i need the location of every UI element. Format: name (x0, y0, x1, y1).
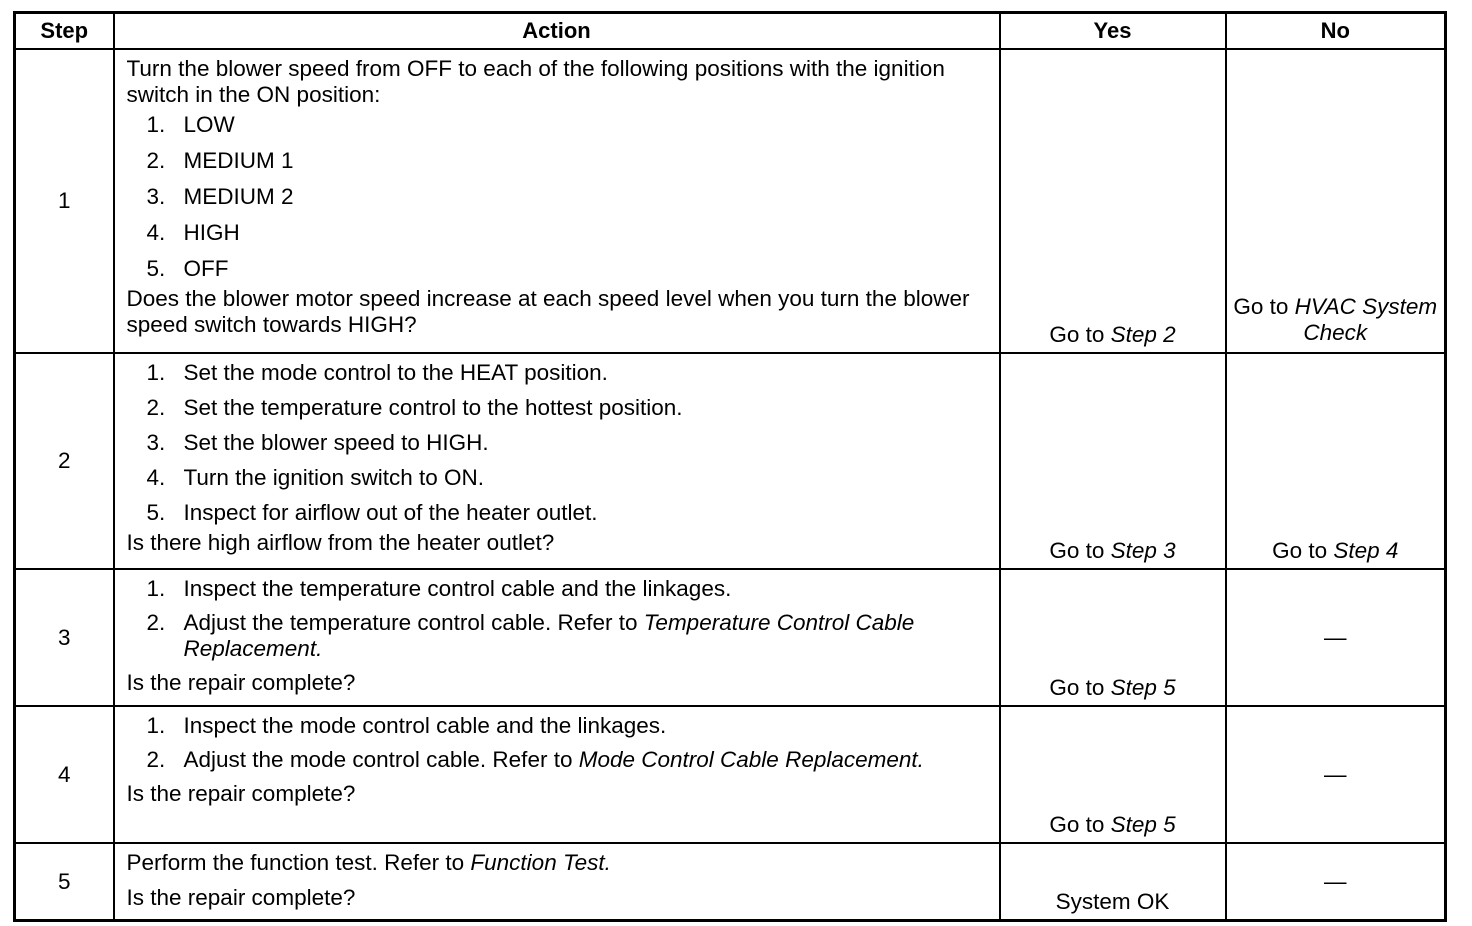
step-number: 3 (15, 569, 114, 706)
table-row (15, 843, 1446, 921)
table-row (15, 569, 1446, 706)
step-link[interactable]: Step 5 (1110, 675, 1176, 700)
yes-cell: Go to Step 5 (1000, 569, 1226, 706)
list-item: 2. Set the temperature control to the hottest position. (146, 395, 683, 420)
step-link[interactable]: Step 4 (1333, 538, 1399, 563)
action-cell (114, 843, 1000, 921)
list-item: 4. HIGH (146, 220, 240, 245)
action-list (127, 360, 987, 526)
action-cell (114, 569, 1000, 706)
reference-link[interactable]: Function Test. (470, 850, 611, 875)
step-number: 5 (15, 843, 114, 921)
reference-link[interactable]: Temperature Control Cable Replacement. (183, 610, 915, 661)
action-question: Is the repair complete? (126, 670, 356, 695)
list-item: 1. LOW (146, 112, 235, 137)
action-list (127, 576, 987, 662)
step-link[interactable]: Step 5 (1110, 812, 1176, 837)
action-question: Does the blower motor speed increase at each speed level when you turn the blower speed switch towards HIGH? (126, 286, 970, 337)
header-step: Step (15, 13, 114, 50)
diagnostic-table (13, 11, 1447, 922)
list-item: 2. MEDIUM 1 (146, 148, 294, 173)
header-yes: Yes (1000, 13, 1226, 50)
no-cell: — (1226, 569, 1446, 706)
list-item: 5. Inspect for airflow out of the heater outlet. (146, 500, 598, 525)
no-cell: Go to HVAC System Check (1226, 49, 1446, 353)
list-item: 4. Turn the ignition switch to ON. (146, 465, 485, 490)
table-row (15, 706, 1446, 843)
list-item: 1. Inspect the mode control cable and the linkages. (146, 713, 667, 738)
action-cell (114, 353, 1000, 569)
action-list (127, 713, 987, 773)
action-question: Is there high airflow from the heater outlet? (126, 530, 555, 555)
step-number: 1 (15, 49, 114, 353)
step-link[interactable]: Step 3 (1110, 538, 1176, 563)
action-question: Is the repair complete? (126, 885, 356, 910)
list-item: 3. MEDIUM 2 (146, 184, 294, 209)
hvac-check-link[interactable]: HVAC System Check (1294, 294, 1438, 345)
list-item: 3. Set the blower speed to HIGH. (146, 430, 489, 455)
table-row (15, 49, 1446, 353)
header-no: No (1226, 13, 1446, 50)
step-link[interactable]: Step 2 (1110, 322, 1176, 347)
step-number: 4 (15, 706, 114, 843)
header-action: Action (114, 13, 1000, 50)
no-cell: Go to Step 4 (1226, 353, 1446, 569)
list-item: 1. Inspect the temperature control cable and the linkages. (146, 576, 732, 601)
no-cell: — (1226, 843, 1446, 921)
action-list (127, 112, 987, 282)
action-cell (114, 49, 1000, 353)
list-item: 1. Set the mode control to the HEAT position. (146, 360, 608, 385)
header-row (15, 13, 1446, 50)
no-cell: — (1226, 706, 1446, 843)
action-question: Is the repair complete? (126, 781, 356, 806)
yes-cell: Go to Step 2 (1000, 49, 1226, 353)
list-item: 2. Adjust the temperature control cable. Refer to Temperature Control Cable Replacement. (146, 610, 915, 661)
yes-cell: Go to Step 3 (1000, 353, 1226, 569)
table-row (15, 353, 1446, 569)
yes-cell: System OK (1000, 843, 1226, 921)
list-item: 2. Adjust the mode control cable. Refer to Mode Control Cable Replacement. (146, 747, 924, 772)
action-intro: Perform the function test. Refer to Function Test. (126, 850, 611, 875)
list-item: 5. OFF (146, 256, 229, 281)
yes-cell: Go to Step 5 (1000, 706, 1226, 843)
action-cell (114, 706, 1000, 843)
action-intro: Turn the blower speed from OFF to each of the following positions with the ignition switch in the ON position: (126, 56, 945, 107)
reference-link[interactable]: Mode Control Cable Replacement. (578, 747, 924, 772)
step-number: 2 (15, 353, 114, 569)
